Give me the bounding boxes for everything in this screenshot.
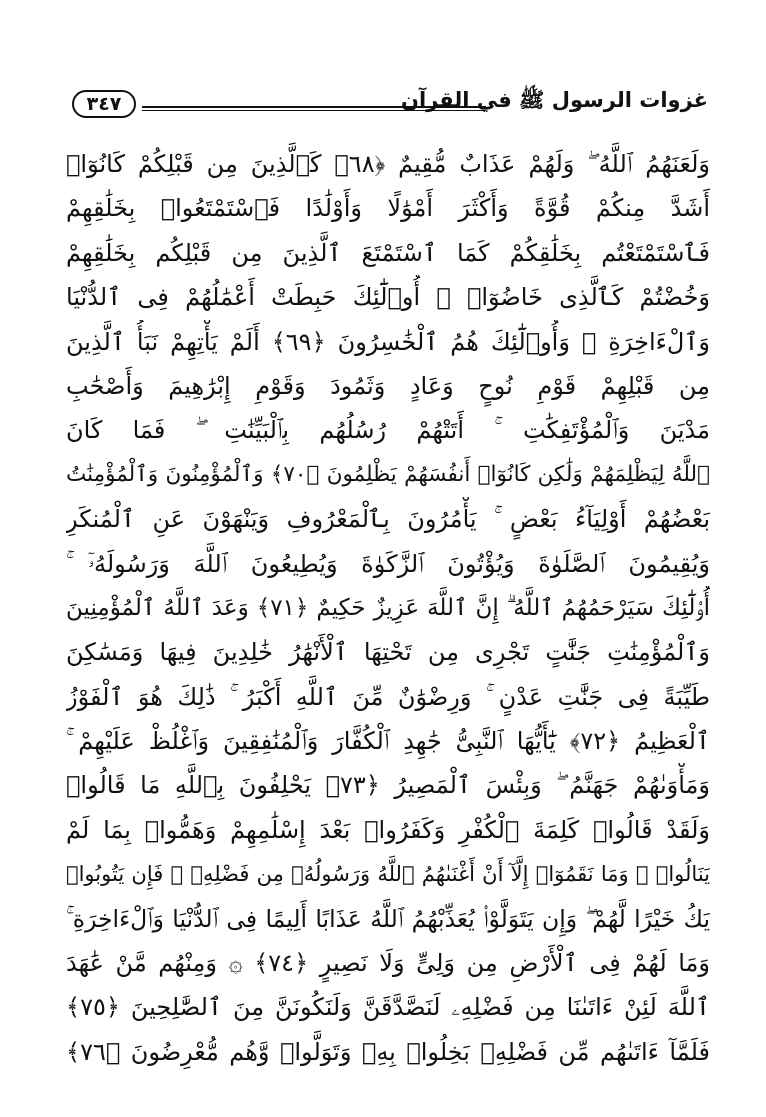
verse-line: يَنَالُوا۟ ۚ وَمَا نَقَمُوٓا۟ إِلَّآ أَنْ أَغْنَىٰهُمُ ٱللَّهُ وَرَسُولُهُۥ مِن فَضْلِهِۦ ۚ فَإِن يَتُوبُوا۟ [66, 862, 710, 887]
verse-line: وَخُضْتُمْ كَٱلَّذِى خَاضُوٓا۟ ۚ أُو۟لَٰٓئِكَ حَبِطَتْ أَعْمَٰلُهُمْ فِى ٱلدُّنْيَا [66, 283, 710, 312]
verse-line: وَيُقِيمُونَ ٱلصَّلَوٰةَ وَيُؤْتُونَ ٱلزَّكَوٰةَ وَيُطِيعُونَ ٱللَّهَ وَرَسُولَهُۥٓ ۚ [66, 549, 710, 578]
verse-line: وَٱلْمُؤْمِنَٰتِ جَنَّٰتٍ تَجْرِى مِن تَحْتِهَا ٱلْأَنْهَٰرُ خَٰلِدِينَ فِيهَا وَمَسَٰكِنَ [66, 638, 710, 667]
verse-line: وَٱلْءَاخِرَةِ ۖ وَأُو۟لَٰٓئِكَ هُمُ ٱلْخَٰسِرُونَ ﴿٦٩﴾ أَلَمْ يَأْتِهِمْ نَبَأُ ٱلَّذِينَ [66, 327, 710, 356]
verse-block [66, 142, 710, 1074]
verse-line: وَمَأْوَىٰهُمْ جَهَنَّمُ ۖ وَبِئْسَ ٱلْمَصِيرُ ﴿٧٣﴾ يَحْلِفُونَ بِٱللَّهِ مَا قَالُوا۟ [66, 771, 710, 800]
verse-line: ٱلْعَظِيمُ ﴿٧٢﴾ يَٰٓأَيُّهَا ٱلنَّبِىُّ جَٰهِدِ ٱلْكُفَّارَ وَٱلْمُنَٰفِقِينَ وَٱغْلُظْ عَلَيْهِمْ ۚ [66, 727, 710, 756]
verse-line: بَعْضُهُمْ أَوْلِيَآءُ بَعْضٍ ۚ يَأْمُرُونَ بِٱلْمَعْرُوفِ وَيَنْهَوْنَ عَنِ ٱلْمُنكَرِ [66, 505, 710, 534]
verse-line: وَلَقَدْ قَالُوا۟ كَلِمَةَ ٱلْكُفْرِ وَكَفَرُوا۟ بَعْدَ إِسْلَٰمِهِمْ وَهَمُّوا۟ بِمَا لَمْ [66, 815, 710, 844]
verse-line: وَمَا لَهُمْ فِى ٱلْأَرْضِ مِن وَلِىٍّ وَلَا نَصِيرٍ ﴿٧٤﴾ ۞ وَمِنْهُم مَّنْ عَٰهَدَ [66, 949, 710, 978]
verse-line: مِن قَبْلِهِمْ قَوْمِ نُوحٍ وَعَادٍ وَثَمُودَ وَقَوْمِ إِبْرَٰهِيمَ وَأَصْحَٰبِ [66, 371, 710, 400]
book-title: غزوات الرسول ﷺ في القرآن [401, 88, 708, 112]
verse-line: أَشَدَّ مِنكُمْ قُوَّةً وَأَكْثَرَ أَمْوَٰلًا وَأَوْلَٰدًا فَٱسْتَمْتَعُوا۟ بِخَلَٰقِهِمْ [66, 194, 710, 223]
header-rule [142, 106, 486, 111]
verse-line: فَٱسْتَمْتَعْتُم بِخَلَٰقِكُمْ كَمَا ٱسْتَمْتَعَ ٱلَّذِينَ مِن قَبْلِكُم بِخَلَٰقِهِمْ [66, 238, 710, 267]
page-number: ٣٤٧ [72, 90, 136, 118]
verse-line: وَلَعَنَهُمُ ٱللَّهُ ۖ وَلَهُمْ عَذَابٌ مُّقِيمٌ ﴿٦٨﴾ كَٱلَّذِينَ مِن قَبْلِكُمْ كَانُوٓا۟ [66, 150, 710, 178]
verse-line: أُو۟لَٰٓئِكَ سَيَرْحَمُهُمُ ٱللَّهُ ۗ إِنَّ ٱللَّهَ عَزِيزٌ حَكِيمٌ ﴿٧١﴾ وَعَدَ ٱللَّهُ ٱلْمُؤْمِنِينَ [66, 594, 710, 621]
verse-line: طَيِّبَةً فِى جَنَّٰتِ عَدْنٍ ۚ وَرِضْوَٰنٌ مِّنَ ٱللَّهِ أَكْبَرُ ۚ ذَٰلِكَ هُوَ ٱلْفَوْزُ [66, 682, 710, 711]
verse-line: ٱللَّهَ لَئِنْ ءَاتَىٰنَا مِن فَضْلِهِۦ لَنَصَّدَّقَنَّ وَلَنَكُونَنَّ مِنَ ٱلصَّٰلِحِينَ ﴿٧٥﴾ [66, 993, 710, 1022]
verse-line: مَدْيَنَ وَٱلْمُؤْتَفِكَٰتِ ۚ أَتَتْهُمْ رُسُلُهُم بِٱلْبَيِّنَٰتِ ۖ فَمَا كَانَ [66, 416, 710, 445]
verse-line: يَكُ خَيْرًا لَّهُمْ ۖ وَإِن يَتَوَلَّوْا۟ يُعَذِّبْهُمُ ٱللَّهُ عَذَابًا أَلِيمًا فِى ٱلدُّنْيَا وَٱلْءَاخِرَةِ ۚ [66, 904, 710, 933]
verse-line: فَلَمَّآ ءَاتَىٰهُم مِّن فَضْلِهِۦ بَخِلُوا۟ بِهِۦ وَتَوَلَّوا۟ وَّهُم مُّعْرِضُونَ ﴿٧٦﴾ [66, 1037, 710, 1066]
verse-line: ٱللَّهُ لِيَظْلِمَهُمْ وَلَٰكِن كَانُوٓا۟ أَنفُسَهُمْ يَظْلِمُونَ ﴿٧٠﴾ وَٱلْمُؤْمِنُونَ وَٱلْمُؤْمِنَٰتُ [66, 461, 710, 487]
page-header [72, 86, 708, 126]
